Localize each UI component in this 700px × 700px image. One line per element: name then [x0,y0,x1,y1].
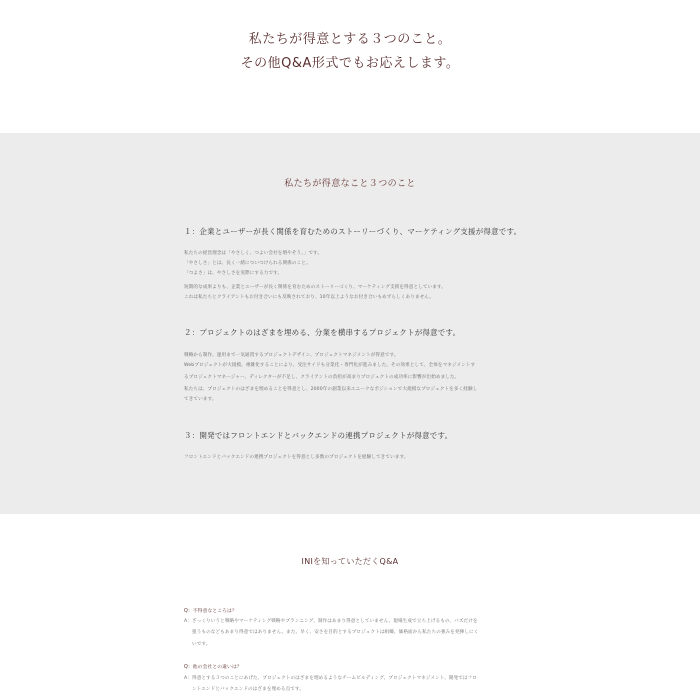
qa-heading: INIを知っていただくQ&A [301,557,399,566]
hero-title-line2: その他Q&A形式でもお応えします。 [240,56,460,71]
hero-section [0,0,700,133]
qa-question-2: Q：他の会社との違いは？ [184,665,242,670]
feature-2-line: てきています。 [184,397,217,402]
feature-1-line: 短期的な成果よりも、企業とユーザーが長く関係を育むためのストーリーづくり、マーケティング支援を得意としています。 [184,285,446,290]
qa-answer-1-line [184,618,524,624]
feature-2-line: Webプロジェクトが大規模、複雑化することにより、受注サイドも分業化・専門化が進みました。その効果として、全体をマネジメントす [184,363,476,368]
feature-1-line: 「やさしさ」とは、長く一緒についつけられる関係のこと。 [184,261,311,266]
qa-question-1: Q：不得意なところは？ [184,609,237,614]
qa-answer-prefix: A： [184,676,192,681]
qa-answer-2-line: ントエンドとバックエンドのはざまを埋める点です。 [192,687,305,692]
hero-title-line1: 私たちが得意とする３つのこと。 [248,32,452,47]
feature-3-line: フロントエンドとバックエンドの連携プロジェクトを得意とし多数のプロジェクトを経験してきています。 [184,455,409,460]
qa-answer-2-line [184,675,524,681]
feature-2-line: 私たちは、プロジェクトのはざまを埋めることを得意とし、2000年の創業以来ユニークなポジションで大規模なプロジェクトを多く経験し [184,387,478,392]
feature-1-line: これは私たちとクライアントもお付き合いにも反映されており、10年以上ようなお付き合いもめずらしくありません。 [184,295,434,300]
feature-1-line: 「つよさ」は、やさしさを実際にする力です。 [184,271,283,276]
qa-answer-prefix: A： [184,619,192,624]
feature-title-3: ３：開発ではフロントエンドとバックエンドの連携プロジェクトが得意です。 [184,431,453,440]
qa-answer-1-text: ざっくりいうと戦略やマーケティング戦略やプランニング、制作はあまり得意としていません。現場生成で立ち上げるもの、バズだけを [192,619,478,624]
qa-answer-2-text: 得意とする３つのことにあげた、プロジェクトのはざまを埋めるようなチームビルディング、プロジェクトマネジメント、開発ではフロ [192,676,477,681]
feature-title-1: １：企業とユーザーが長く関係を育むためのストーリーづくり、マーケティング支援が得意です。 [184,227,522,236]
feature-1-line: 私たちの経営理念は「やさしく、つよい会社を増やそう。」です。 [184,251,323,256]
feature-2-line: るプロジェクトマネージャー、ディレクターが不足し、クライアントの負担が高まりプロジェクトの成功率に影響が出始めました。 [184,375,460,380]
feature-2-line: 戦略から制作、運用まで一気通貫するプロジェクトデザイン、プロジェクトマネジメントが得意です。 [184,353,399,358]
feature-title-2: ２：プロジェクトのはざまを埋める、分業を横串するプロジェクトが得意です。 [184,328,461,337]
qa-answer-1-line: 狙うものなどもあまり得意ではありません。また、早く、安さを目的とするプロジェクトは組織、価格面から私たちの強みを発揮しにく [192,630,479,635]
qa-answer-1-line: いです。 [192,642,211,647]
features-heading: 私たちが得意なこと３つのこと [284,179,416,189]
